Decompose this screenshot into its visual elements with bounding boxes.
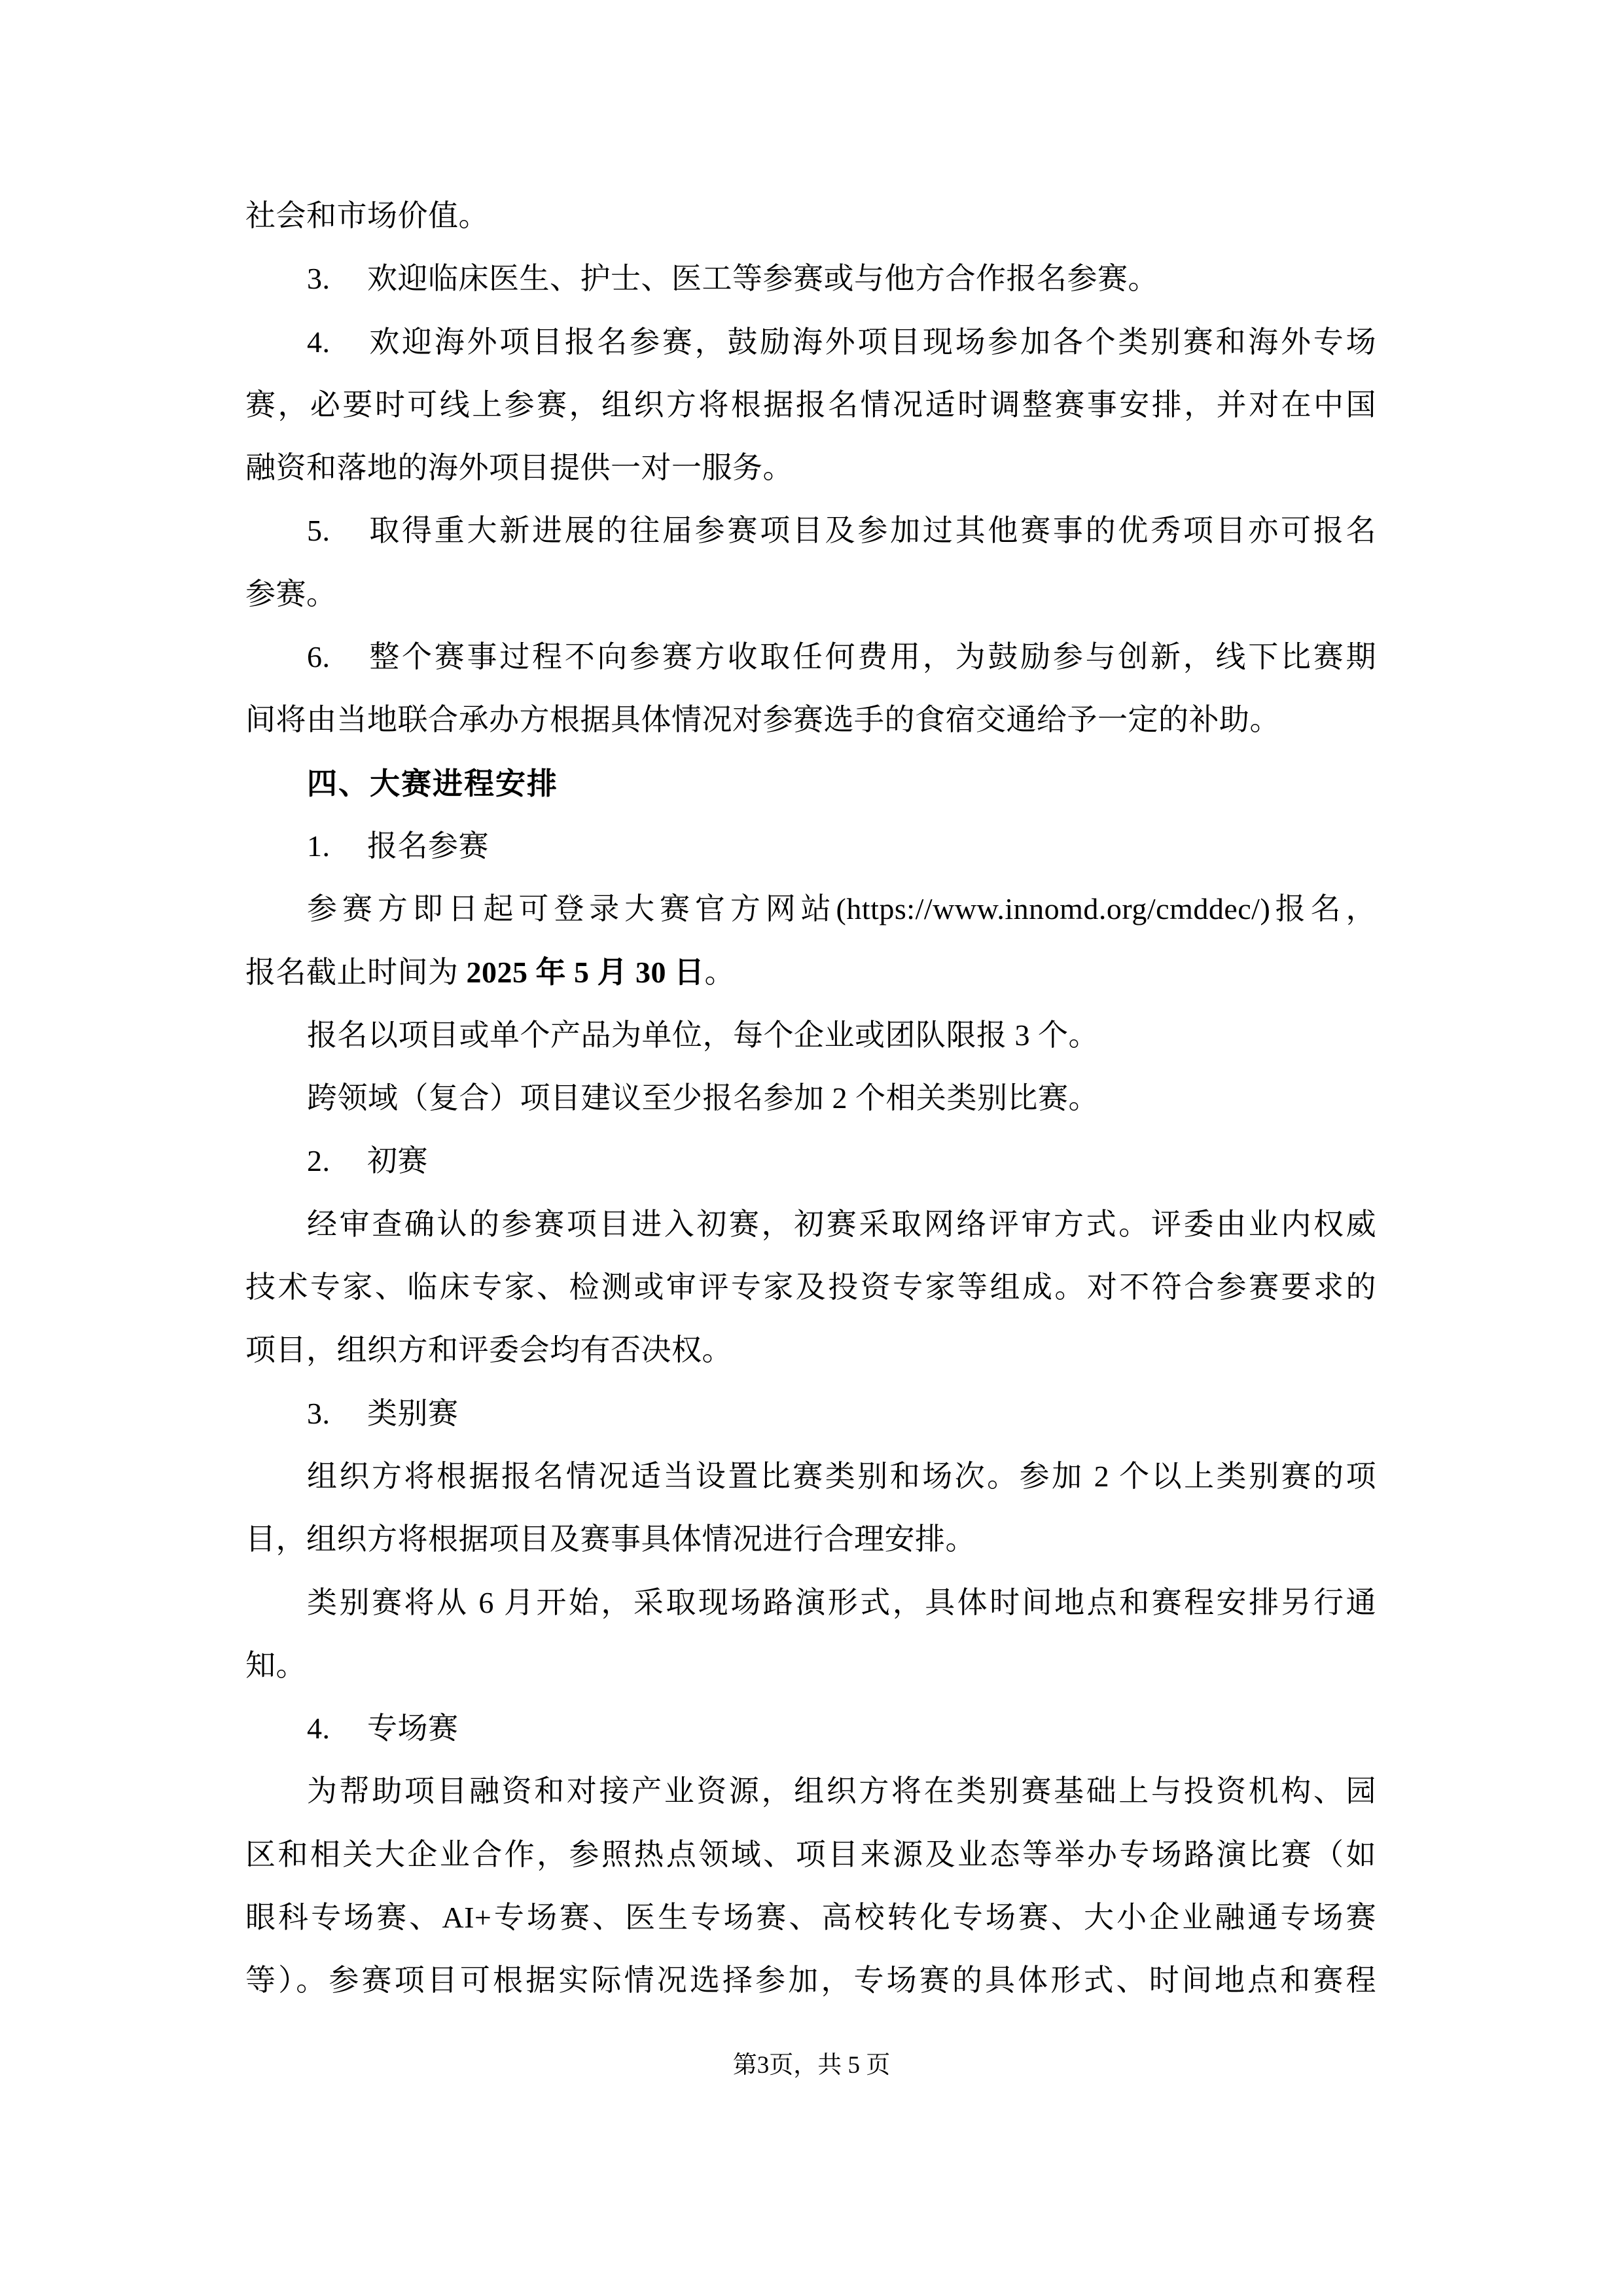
body-text: 赛，必要时可线上参赛，组织方将根据报名情况适时调整赛事安排，并对在中国 [245, 387, 1376, 422]
body-text: 欢迎海外项目报名参赛，鼓励海外项目现场参加各个类别赛和海外专场 [367, 325, 1376, 359]
text-line [245, 1949, 1376, 2012]
body-text: 区和相关大企业合作，参照热点领域、项目来源及业态等举办专场路演比赛（如 [245, 1837, 1376, 1871]
body-text: 经审查确认的参赛项目进入初赛，初赛采取网络评审方式。评委由业内权威 [307, 1207, 1376, 1241]
body-text: 技术专家、临床专家、检测或审评专家及投资专家等组成。对不符合参赛要求的 [245, 1270, 1376, 1304]
text-line [245, 1571, 1376, 1634]
page-footer [0, 2046, 1623, 2085]
body-text: 整个赛事过程不向参赛方收取任何费用，为鼓励参与创新，线下比赛期 [367, 640, 1376, 674]
body-text: 等）。参赛项目可根据实际情况选择参加，专场赛的具体形式、时间地点和赛程 [245, 1964, 1376, 1998]
body-text: 为帮助项目融资和对接产业资源，组织方将在类别赛基础上与投资机构、园 [307, 1774, 1376, 1808]
text-line [245, 1382, 1376, 1445]
list-number: 3. [307, 262, 330, 296]
body-text: 。 [704, 955, 735, 989]
text-line [245, 815, 1376, 878]
text-line [245, 374, 1376, 437]
text-line [245, 1823, 1376, 1886]
text-line [245, 1697, 1376, 1760]
text-line [245, 1445, 1376, 1508]
text-line [245, 1634, 1376, 1697]
text-line [245, 563, 1376, 626]
text-line [245, 311, 1376, 374]
page-number-text: 第3页，共 5 页 [732, 2052, 891, 2079]
body-text: 2025 年 5 月 30 日 [466, 955, 705, 989]
body-text: 社会和市场价值。 [245, 199, 489, 232]
body-text: 目，组织方将根据项目及赛事具体情况进行合理安排。 [245, 1522, 976, 1556]
list-number: 1. [307, 829, 330, 863]
text-line [245, 626, 1376, 689]
body-text: 组织方将根据报名情况适当设置比赛类别和场次。参加 2 个以上类别赛的项 [307, 1459, 1376, 1493]
list-number: 5. [307, 514, 330, 548]
text-line [245, 878, 1376, 941]
list-number: 4. [307, 1712, 330, 1746]
body-text: 报名参赛 [367, 829, 489, 863]
body-text: 参赛。 [245, 577, 337, 611]
body-text: 项目，组织方和评委会均有否决权。 [245, 1333, 732, 1367]
text-line [245, 689, 1376, 751]
text-line [245, 1193, 1376, 1256]
text-line [245, 1130, 1376, 1193]
body-text: 报名以项目或单个产品为单位，每个企业或团队限报 3 个。 [307, 1018, 1099, 1052]
text-line [245, 1256, 1376, 1319]
text-line [245, 941, 1376, 1004]
body-text: 融资和落地的海外项目提供一对一服务。 [245, 451, 793, 485]
text-line [245, 1508, 1376, 1571]
text-line [245, 1760, 1376, 1823]
text-line [245, 1004, 1376, 1067]
body-text: 专场赛 [367, 1712, 459, 1746]
list-number: 2. [307, 1144, 330, 1178]
text-line [245, 247, 1376, 310]
body-text: 类别赛 [367, 1396, 459, 1430]
body-text: 跨领域（复合）项目建议至少报名参加 2 个相关类别比赛。 [307, 1081, 1099, 1115]
body-text: 类别赛将从 6 月开始，采取现场路演形式，具体时间地点和赛程安排另行通 [307, 1585, 1376, 1619]
body-text: 参赛方即日起可登录大赛官方网站(https://www.innomd.org/cmddec/)报名， [307, 892, 1376, 926]
list-number: 3. [307, 1396, 330, 1430]
document-body [245, 185, 1376, 2013]
section-heading-text: 四、大赛进程安排 [307, 766, 558, 800]
text-line [245, 185, 1376, 247]
text-line [245, 752, 1376, 815]
body-text: 报名截止时间为 [245, 955, 467, 989]
text-line [245, 437, 1376, 499]
body-text: 取得重大新进展的往届参赛项目及参加过其他赛事的优秀项目亦可报名 [367, 514, 1376, 548]
list-number: 6. [307, 640, 330, 674]
text-line [245, 1067, 1376, 1130]
text-line [245, 1886, 1376, 1949]
body-text: 欢迎临床医生、护士、医工等参赛或与他方合作报名参赛。 [367, 262, 1158, 296]
body-text: 初赛 [367, 1144, 428, 1178]
text-line [245, 1319, 1376, 1382]
body-text: 间将由当地联合承办方根据具体情况对参赛选手的食宿交通给予一定的补助。 [245, 703, 1280, 737]
body-text: 眼科专场赛、AI+专场赛、医生专场赛、高校转化专场赛、大小企业融通专场赛 [245, 1901, 1376, 1935]
text-line [245, 499, 1376, 562]
list-number: 4. [307, 325, 330, 359]
body-text: 知。 [245, 1648, 306, 1682]
